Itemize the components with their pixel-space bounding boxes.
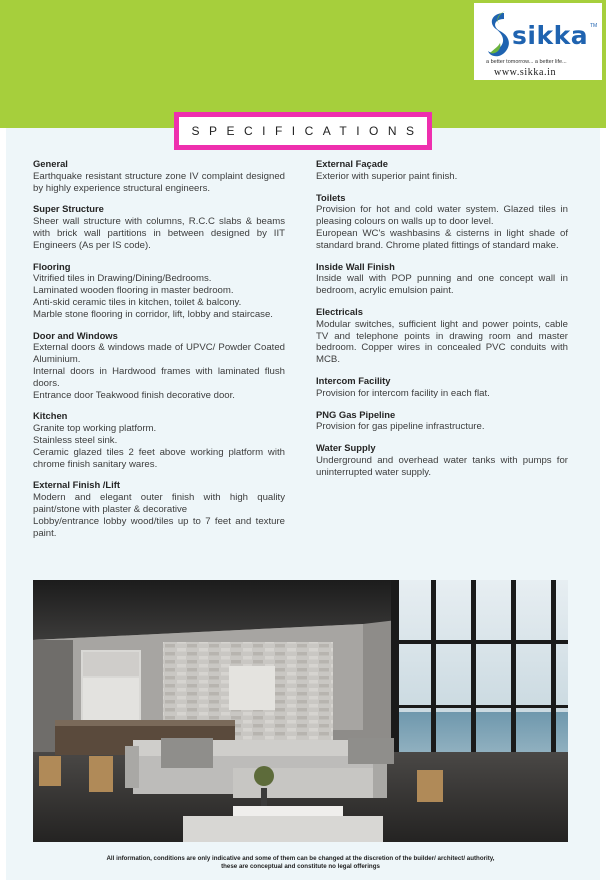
legal-disclaimer xyxy=(33,855,568,871)
spec-text: Lobby/entrance lobby wood/tiles up to 7 feet and texture paint. xyxy=(33,515,285,539)
spec-text: European WC's washbasins & cisterns in light shade of standard brand. Chrome plated fittings of standard make. xyxy=(316,227,568,251)
spec-heading: General xyxy=(33,158,68,169)
spec-text: Provision for hot and cold water system. Glazed tiles in pleasing colours on walls up to door level. xyxy=(316,204,568,228)
spec-text: Vitrified tiles in Drawing/Dining/Bedrooms. xyxy=(33,273,212,285)
spec-section xyxy=(33,479,285,539)
spec-text: Underground and overhead water tanks with pumps for uninterrupted water supply. xyxy=(316,454,568,478)
spec-text: Ceramic glazed tiles 2 feet above working platform with chrome finish sanitary wares. xyxy=(33,446,285,470)
spec-text: Provision for intercom facility in each flat. xyxy=(316,387,490,399)
spec-text: Exterior with superior paint finish. xyxy=(316,170,458,182)
spec-section xyxy=(316,192,568,252)
spec-heading: Super Structure xyxy=(33,203,104,215)
spec-text: Modern and elegant outer finish with high quality paint/stone with plaster & decorative xyxy=(33,492,285,515)
spec-heading: Intercom Facility xyxy=(316,374,391,386)
spec-text: External doors & windows made of UPVC/ Powder Coated Aluminium. xyxy=(33,342,285,366)
spec-section xyxy=(33,158,285,194)
spec-text: Sheer wall structure with columns, R.C.C slabs & beams with brick wall partitions in between designed by IIT Engineers (As per IS code). xyxy=(33,216,285,251)
spec-section xyxy=(316,158,568,183)
spec-text: Laminated wooden flooring in master bedroom. xyxy=(33,285,234,297)
spec-heading: Inside Wall Finish xyxy=(316,260,395,272)
spec-heading: External Façade xyxy=(316,158,388,169)
specifications-banner xyxy=(174,112,432,150)
spec-text: Inside wall with POP punning and one concept wall in bedroom, acrylic emulsion paint. xyxy=(316,273,568,297)
specs-right-column xyxy=(316,158,568,488)
spec-text: Earthquake resistant structure zone IV complaint designed by highly experience structural engineers. xyxy=(33,170,285,194)
spec-section xyxy=(316,306,568,366)
spec-heading: Door and Windows xyxy=(33,329,118,341)
spec-section xyxy=(316,261,568,297)
spec-section xyxy=(316,442,568,478)
spec-section xyxy=(316,375,568,400)
spec-text: Anti-skid ceramic tiles in kitchen, toilet & balcony. xyxy=(33,296,242,308)
spec-heading: Toilets xyxy=(316,191,346,203)
logo-swirl-icon xyxy=(484,9,512,61)
specs-left-column xyxy=(33,158,285,548)
specifications-banner-inner xyxy=(179,117,427,145)
spec-heading: Kitchen xyxy=(33,410,68,422)
spec-section xyxy=(33,261,285,321)
spec-heading: Flooring xyxy=(33,260,71,272)
disclaimer-line-1: All information, conditions are only indicative and some of them can be changed at the discretion of the builder/ architect/ authority, xyxy=(106,855,495,862)
spec-text: Modular switches, sufficient light and power points, cable TV and telephone points in drawing room and master bedroom. Copper wires in concealed PVC conduits with MCB. xyxy=(316,318,568,366)
page-title: SPECIFICATIONS xyxy=(191,124,424,138)
spec-section xyxy=(316,409,568,434)
spec-section xyxy=(33,203,285,251)
spec-text: Provision for gas pipeline infrastructure. xyxy=(316,421,485,433)
spec-text: Entrance door Teakwood finish decorative door. xyxy=(33,389,235,401)
spec-heading: PNG Gas Pipeline xyxy=(316,408,396,420)
spec-heading: Electricals xyxy=(316,305,363,317)
spec-text: Stainless steel sink. xyxy=(33,434,118,446)
logo-trademark: TM xyxy=(590,23,598,29)
spec-text: Internal doors in Hardwood frames with laminated flush doors. xyxy=(33,365,285,389)
spec-text: Granite top working platform. xyxy=(33,423,157,435)
logo-tagline: a better tomorrow... a better life... xyxy=(486,59,567,65)
disclaimer-line-2: these are conceptual and constitute no legal offerings xyxy=(221,863,380,870)
website-url[interactable]: www.sikka.in xyxy=(494,67,557,78)
spec-section xyxy=(33,330,285,402)
spec-heading: Water Supply xyxy=(316,442,376,454)
spec-section xyxy=(33,410,285,470)
brand-logo xyxy=(474,3,602,80)
spec-heading: External Finish /Lift xyxy=(33,479,120,491)
logo-wordmark: sikka xyxy=(512,21,589,50)
spec-text: Marble stone flooring in corridor, lift, lobby and staircase. xyxy=(33,308,273,320)
living-room-photo xyxy=(33,580,568,842)
